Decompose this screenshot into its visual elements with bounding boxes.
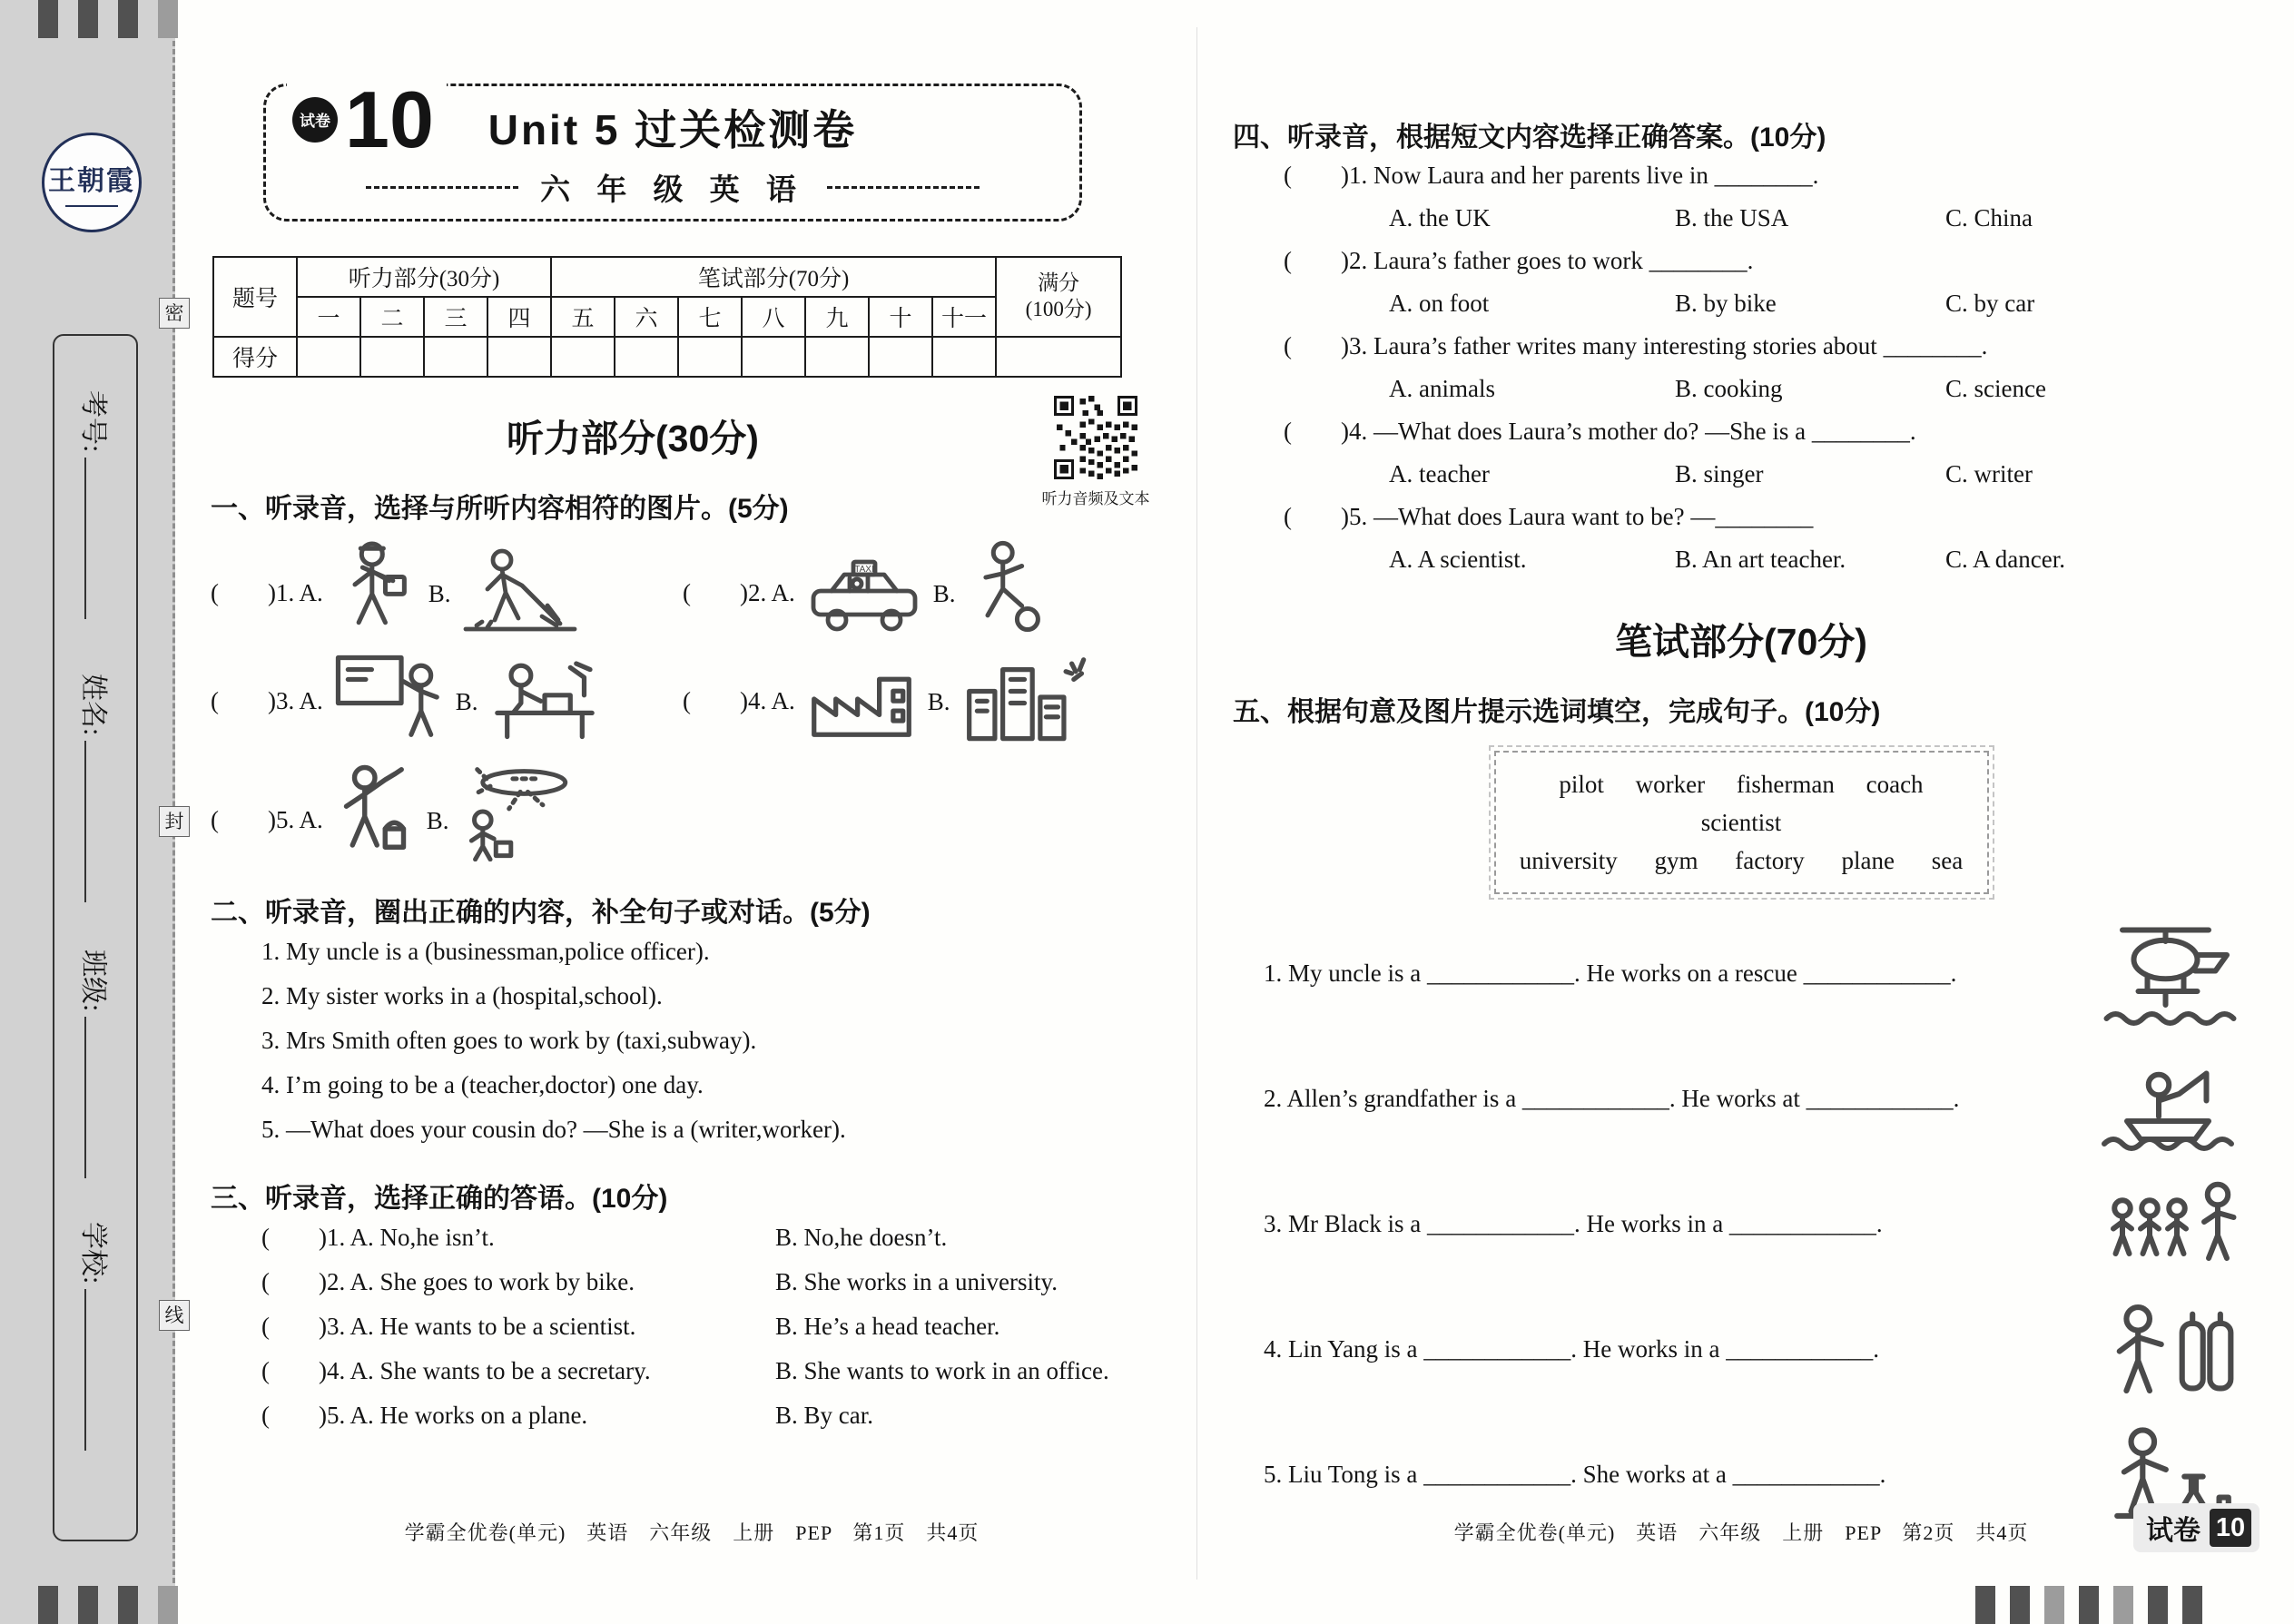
fisherman-illustration [2095,1044,2250,1153]
badge-seal-icon: 试卷 [292,97,338,143]
factory-illustration [806,655,917,747]
option-c: C. by car [1945,290,2035,317]
score-cell-empty [615,337,678,377]
picture-choice-item-4 [683,652,1155,747]
question-text: ( )1. Now Laura and her parents live in ________. [1284,162,1819,189]
options-row [1233,368,2250,410]
picture-choice-item-5 [211,760,683,866]
section-4-title: 四、听录音，根据短文内容选择正确答案。(10分) [1233,123,1826,153]
score-cell-empty [487,337,551,377]
picture-choice-item-3 [211,652,683,747]
registration-bar [2079,1586,2099,1624]
circle-answer-line: 4. I’m going to be a (teacher,doctor) one day. [261,1071,704,1098]
question-text: ( )3. Laura’s father writes many interesting stories about ________. [1284,332,1988,359]
option-b: B. by bike [1675,290,1777,317]
svg-text:TAXI: TAXI [854,565,874,576]
gas-worker-illustration [2095,1295,2250,1403]
page-2 [1233,0,2250,1624]
option-c: C. China [1945,204,2033,231]
taxi-illustration [806,558,922,639]
option-b: B. singer [1675,460,1764,487]
option-c: C. writer [1945,460,2033,487]
registration-bar [2182,1586,2202,1624]
school-blank-line [84,1289,90,1451]
picture-choice-item-1 [211,538,683,639]
listening-part-title: 听力部分(30分) [507,418,759,459]
subtitle-dash-line [366,186,518,189]
full-mark-line1: 满分 [1038,271,1080,295]
registration-bar [38,0,58,38]
rescue-helicopter-illustration [2095,919,2250,1028]
class-blank-line [84,1017,90,1178]
written-part-title: 笔试部分(70分) [1615,621,1867,663]
exam-number-field [76,390,116,619]
reading-choice-item-2 [1233,240,2250,325]
option-b: B. He’s a head teacher. [775,1313,1000,1340]
publisher-seal [42,133,142,232]
option-b: B. cooking [1675,375,1783,402]
column-header: 八 [742,297,805,337]
registration-bar [78,1586,98,1624]
seal-decoration-line [65,205,118,207]
question-text: ( )4. —What does Laura’s mother do? —She is a ________. [1284,418,1916,445]
option-a: ( )3. A. He wants to be a scientist. [261,1313,636,1340]
column-header: 六 [615,297,678,337]
option-c: C. science [1945,375,2046,402]
options-row [1233,538,2250,581]
publisher-seal-name: 王朝霞 [48,166,135,196]
word-bank-line-1: pilot worker fisherman coach scientist [1559,771,1924,836]
football-player-illustration [967,539,1050,639]
page-2-footer: 学霸全优卷(单元) 英语 六年级 上册 PEP 第2页 共4页 [1453,1521,2029,1544]
qr-code-icon [1054,396,1137,479]
registration-marks-bottom-left [38,1586,178,1624]
exam-header [211,74,1173,229]
registration-marks-bottom-right [1975,1586,2202,1624]
question-label: ( )4. A. [683,687,795,714]
option-b: B. By car. [775,1402,873,1429]
option-b-label: B. [426,807,449,834]
sentence-text: 5. Liu Tong is a ____________. She works at a ____________. [1264,1460,1886,1488]
option-b: B. She works in a university. [775,1268,1058,1295]
score-cell-empty [869,337,932,377]
name-blank-line [84,741,90,902]
question-label: ( )3. A. [211,687,323,714]
sentence-text: 1. My uncle is a ____________. He works on a rescue ____________. [1264,959,1957,987]
pilot-plane-illustration [460,760,573,866]
registration-bar [2044,1586,2064,1624]
circle-answer-line: 2. My sister works in a (hospital,school). [261,982,663,1009]
painter-illustration [334,763,416,866]
fill-blank-item-4 [1233,1286,2250,1412]
score-table-corner: 题号 [213,257,297,337]
sentence-text: 2. Allen’s grandfather is a ____________. He works at ____________. [1264,1084,1960,1112]
registration-bar [78,0,98,38]
section-1-row [211,538,1173,639]
name-field [76,674,116,902]
option-b: B. No,he doesn’t. [775,1224,948,1251]
option-a: ( )5. A. He works on a plane. [261,1402,588,1429]
sentence-text: 3. Mr Black is a ____________. He works in a ____________. [1264,1209,1883,1237]
option-b-label: B. [428,580,451,607]
column-header: 二 [360,297,424,337]
section-1-row [211,652,1173,747]
choice-row [211,1304,1173,1349]
corner-exam-badge [2133,1503,2260,1552]
column-header: 三 [424,297,487,337]
reading-choice-item-5 [1233,496,2250,581]
option-b: B. the USA [1675,204,1789,231]
option-a: ( )1. A. No,he isn’t. [261,1224,495,1251]
class-field [76,950,116,1178]
option-a: ( )2. A. She goes to work by bike. [261,1268,635,1295]
registration-bar [118,0,138,38]
class-label: 班级: [78,950,108,1012]
registration-bar [1975,1586,1995,1624]
page-1 [211,0,1173,1624]
question-label: ( )2. A. [683,579,795,606]
reading-choice-item-3 [1233,325,2250,410]
corner-badge-label: 试卷 [2146,1516,2200,1546]
score-cell-empty [297,337,360,377]
score-table-column-row [213,297,1121,337]
section-1-title: 一、听录音，选择与所听内容相符的图片。(5分) [211,494,789,524]
fold-char-mi: 密 [159,298,190,329]
score-cell-empty [996,337,1121,377]
option-a: A. A scientist. [1389,546,1527,573]
choice-row [211,1260,1173,1304]
exam-title: Unit 5 过关检测卷 [487,105,858,153]
word-bank-line-2: university gym factory plane sea [1519,847,1964,874]
options-row [1233,197,2250,240]
score-cell-empty [805,337,869,377]
options-row [1233,453,2250,496]
teacher-illustration [334,652,445,747]
office-worker-illustration [489,652,600,747]
option-a: A. the UK [1389,204,1491,231]
registration-marks-top-left [38,0,178,38]
score-table [212,256,1122,378]
question-text: ( )5. —What does Laura want to be? —________ [1284,503,1814,530]
registration-bar [118,1586,138,1624]
city-night-illustration [961,652,1088,747]
subtitle-dash-line [827,186,980,189]
fill-blank-item-1 [1233,910,2250,1036]
column-header: 九 [805,297,869,337]
registration-bar [2113,1586,2133,1624]
reading-choice-item-4 [1233,410,2250,496]
score-cell-empty [551,337,615,377]
column-header: 四 [487,297,551,337]
registration-bar [2010,1586,2030,1624]
section-2-title: 二、听录音，圈出正确的内容，补全句子或对话。(5分) [211,898,871,928]
page-divider-line [1196,27,1197,1580]
exam-number-blank-line [84,458,90,619]
score-cell-empty [360,337,424,377]
exam-subtitle: 六 年 级 英 语 [540,172,805,206]
fold-char-feng: 封 [159,806,190,837]
option-b: B. An art teacher. [1675,546,1846,573]
score-cell-empty [742,337,805,377]
option-b-label: B. [927,688,950,715]
fold-char-xian: 线 [159,1300,190,1331]
fill-blank-item-3 [1233,1161,2250,1286]
question-text: ( )2. Laura’s father goes to work ________. [1284,247,1754,274]
option-b-label: B. [932,580,956,607]
option-a: ( )4. A. She wants to be a secretary. [261,1357,651,1384]
qr-caption: 听力音频及文本 [1041,490,1150,507]
score-table-full-mark [996,257,1121,337]
score-cell-empty [424,337,487,377]
choice-row [211,1216,1173,1260]
choice-row [211,1393,1173,1438]
name-label: 姓名: [78,674,108,736]
column-header: 七 [678,297,742,337]
registration-bar [158,1586,178,1624]
fill-blank-item-2 [1233,1036,2250,1161]
reading-choice-item-1 [1233,154,2250,240]
score-row-label: 得分 [213,337,297,377]
circle-answer-line: 5. —What does your cousin do? —She is a (writer,worker). [261,1116,846,1143]
coach-illustration [2095,1172,2250,1276]
circle-answer-line: 3. Mrs Smith often goes to work by (taxi,subway). [261,1027,757,1054]
option-b: B. She wants to work in an office. [775,1357,1109,1384]
sentence-text: 4. Lin Yang is a ____________. He works in a ____________. [1264,1334,1879,1363]
exam-number-label: 考号: [78,390,108,453]
choice-row [211,1349,1173,1393]
badge-number: 10 [345,74,434,164]
question-label: ( )5. A. [211,806,323,833]
picture-choice-item-2 [683,539,1155,639]
section-3-title: 三、听录音，选择正确的答语。(10分) [211,1184,668,1214]
registration-bar [158,0,178,38]
score-cell-empty [678,337,742,377]
page-1-footer: 学霸全优卷(单元) 英语 六年级 上册 PEP 第1页 共4页 [404,1521,980,1544]
mail-carrier-illustration [334,538,418,639]
listening-audio-qr [1032,396,1159,508]
subtitle-row [366,166,980,209]
column-header: 十 [869,297,932,337]
corner-badge-number: 10 [2210,1509,2251,1547]
circle-answer-line: 1. My uncle is a (businessman,police officer). [261,938,710,965]
column-header: 一 [297,297,360,337]
column-header: 十一 [932,297,996,337]
school-label: 学校: [78,1222,108,1284]
school-field [76,1222,116,1451]
section-1-row [211,760,1173,866]
score-table-score-row [213,337,1121,377]
score-table-listening-header: 听力部分(30分) [297,257,551,297]
options-row [1233,282,2250,325]
registration-bar [2148,1586,2168,1624]
option-c: C. A dancer. [1945,546,2065,573]
score-cell-empty [932,337,996,377]
score-table-written-header: 笔试部分(70分) [551,257,996,297]
section-5-title: 五、根据句意及图片提示选词填空，完成句子。(10分) [1233,697,1881,727]
full-mark-line2: (100分) [1025,298,1092,320]
street-cleaner-illustration [462,544,578,639]
option-a: A. teacher [1389,460,1490,487]
registration-bar [38,1586,58,1624]
exam-number-badge [287,74,447,164]
word-bank-box [1494,751,1989,894]
option-a: A. on foot [1389,290,1490,317]
option-a: A. animals [1389,375,1495,402]
column-header: 五 [551,297,615,337]
question-label: ( )1. A. [211,579,323,606]
option-b-label: B. [455,688,478,715]
